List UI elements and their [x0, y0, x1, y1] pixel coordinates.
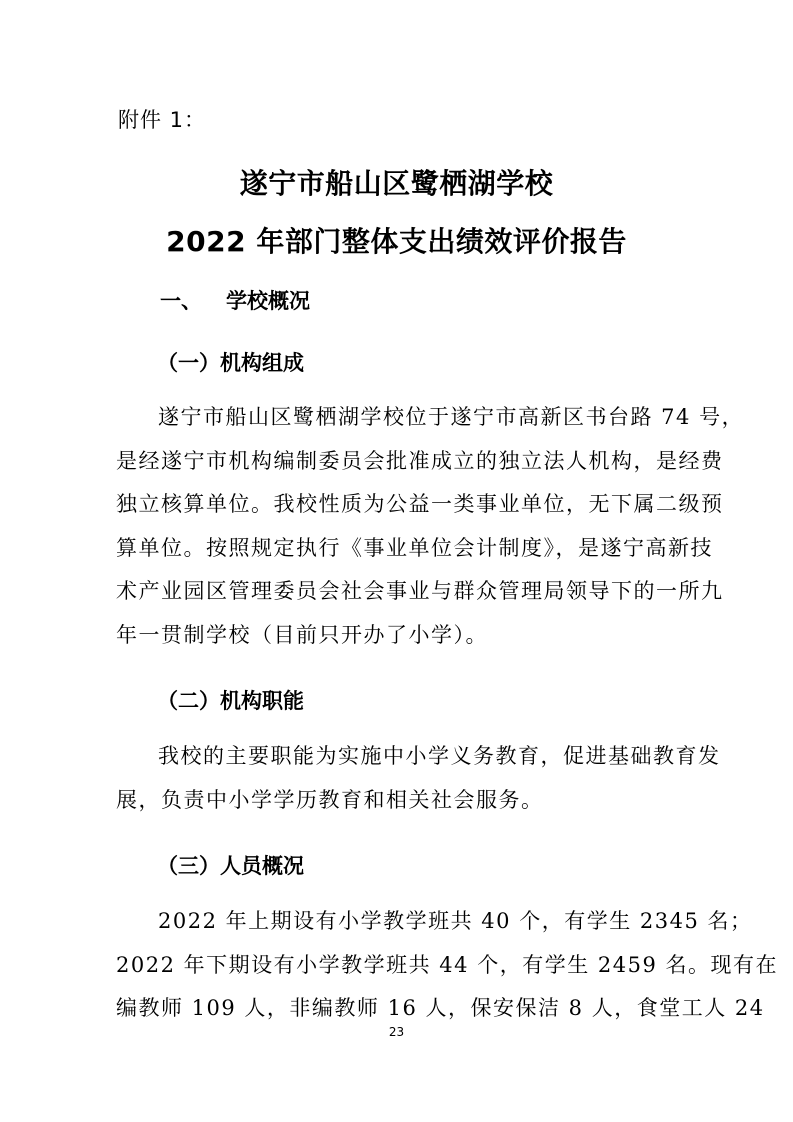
subsection-heading-2: （二）机构职能: [157, 689, 304, 713]
paragraph-line: 是经遂宁市机构编制委员会批准成立的独立法人机构，是经费: [116, 448, 724, 473]
paragraph-line: 2022 年下期设有小学教学班共 44 个，有学生 2459 名。现有在: [116, 952, 778, 977]
section-title: 学校概况: [226, 289, 310, 313]
page-number: 23: [388, 1025, 405, 1039]
paragraph-line: 术产业园区管理委员会社会事业与群众管理局领导下的一所九: [116, 579, 724, 603]
subsection-heading-1: （一）机构组成: [157, 351, 304, 375]
paragraph-line: 我校的主要职能为实施中小学义务教育，促进基础教育发: [158, 744, 721, 768]
section-number: 一、: [160, 289, 202, 313]
section-heading-1: [160, 285, 310, 315]
paragraph-line: 编教师 109 人，非编教师 16 人，保安保洁 8 人，食堂工人 24: [116, 996, 765, 1020]
paragraph-staff: [116, 900, 778, 1031]
paragraph-line: 算单位。按照规定执行《事业单位会计制度》，是遂宁高新技: [116, 535, 713, 560]
report-title-line1: 遂宁市船山区鹭栖湖学校: [239, 167, 554, 200]
paragraph-functions: [116, 735, 721, 822]
subsection-heading-3: （三）人员概况: [157, 854, 304, 878]
report-title-line2: 2022 年部门整体支出绩效评价报告: [166, 225, 627, 258]
paragraph-line: 2022 年上期设有小学教学班共 40 个，有学生 2345 名；: [158, 909, 753, 933]
paragraph-line: 年一贯制学校（目前只开办了小学）。: [116, 622, 488, 647]
paragraph-organization: [116, 396, 745, 657]
paragraph-line: 独立核算单位。我校性质为公益一类事业单位，无下属二级预: [116, 492, 724, 516]
paragraph-line: 展，负责中小学学历教育和相关社会服务。: [116, 787, 544, 812]
paragraph-line: 遂宁市船山区鹭栖湖学校位于遂宁市高新区书台路 74 号，: [158, 405, 745, 429]
attachment-label: 附件 1：: [118, 108, 207, 132]
